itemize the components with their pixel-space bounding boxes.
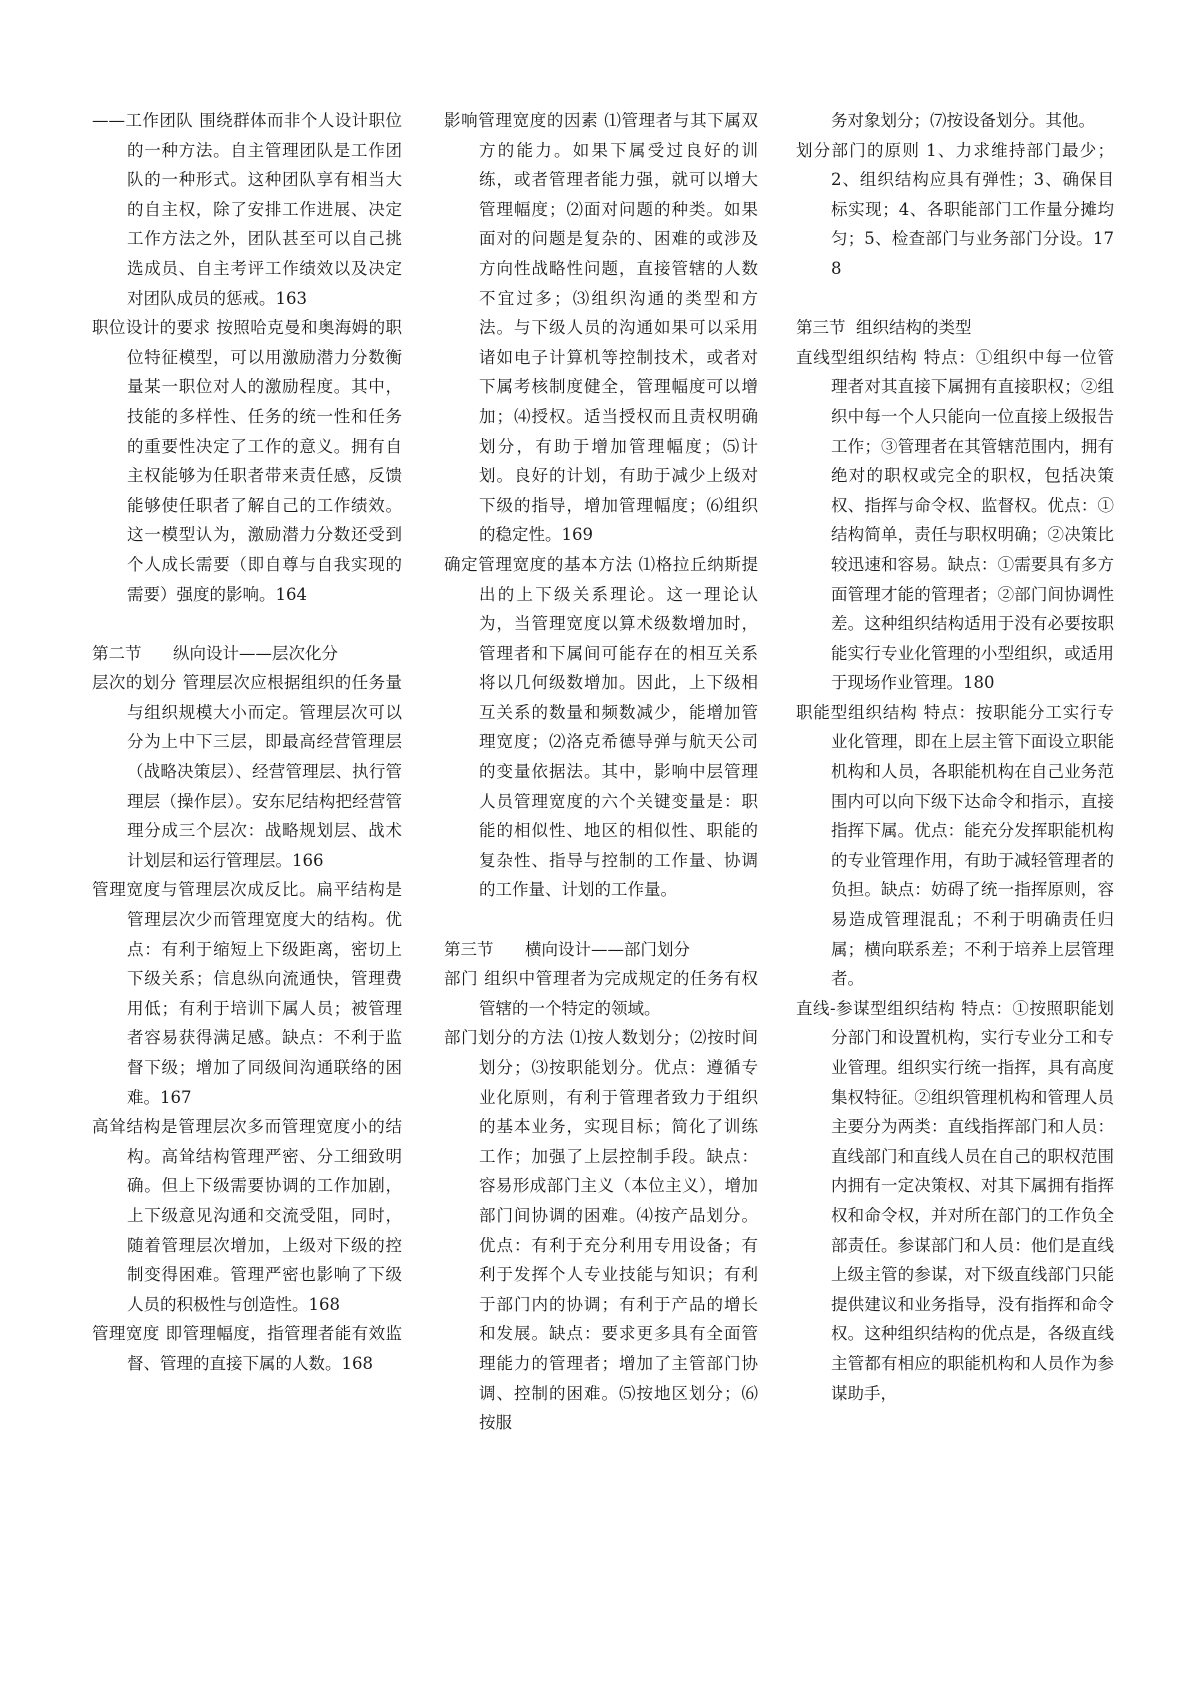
entry-term: 管理宽度 <box>92 1324 160 1344</box>
entry-definition: 特点：①按照职能划分部门和设置机构，实行专业分工和专业管理。组织实行统一指挥，具有高度集权特征。②组织管理机构和管理人员主要分为两类：直线指挥部门和人员：直线部门和直线人员在自己的职权范围内拥有一定决策权、对其下属拥有指挥权和命令权，并对所在部门的工作负全部责任。参谋部门和人员：他们是直线上级主管的参谋，对下级直线部门只能提供建议和业务指导，没有指挥和命令权。这种组织结构的优点是，各级直线主管都有相应的职能机构和人员作为参谋助手， <box>831 998 1114 1403</box>
entry-term: 直线型组织结构 <box>796 347 918 367</box>
glossary-entry <box>796 343 1114 698</box>
section-heading: 第三节 组织结构的类型 <box>796 318 972 338</box>
column-3 <box>796 106 1114 1408</box>
column-2 <box>444 106 758 1438</box>
entry-definition: ⑴按人数划分；⑵按时间划分；⑶按职能划分。优点：遵循专业化原则，有利于管理者致力于组织的基本业务，实现目标；简化了训练工作；加强了上层控制手段。缺点：容易形成部门主义（本位主义），增加部门间协调的困难。⑷按产品划分。优点：有利于充分利用专用设备；有利于发挥个人专业技能与知识；有利于部门内的协调；有利于产品的增长和发展。缺点：要求更多具有全面管理能力的管理者；增加了主管部门协调、控制的困难。⑸按地区划分；⑹按服 <box>479 1028 759 1433</box>
entry-definition: 即管理幅度，指管理者能有效监督、管理的直接下属的人数。168 <box>127 1324 403 1373</box>
entry-definition: 管理层次应根据组织的任务量与组织规模大小而定。管理层次可以分为上中下三层，即最高经营管理层（战略决策层）、经营管理层、执行管理层（操作层）。安东尼结构把经营管理分成三个层次：战略规划层、战术计划层和运行管理层。166 <box>127 673 403 870</box>
glossary-entry <box>796 698 1114 994</box>
paragraph-gap <box>444 905 758 935</box>
entry-term: 职能型组织结构 <box>796 702 918 722</box>
column-1 <box>92 106 402 1379</box>
entry-definition: 1、力求维持部门最少；2、组织结构应具有弹性；3、确保目标实现；4、各职能部门工作量分摊均匀；5、检查部门与业务部门分设。178 <box>831 140 1115 278</box>
entry-definition: 围绕群体而非个人设计职位的一种方法。自主管理团队是工作团队的一种形式。这种团队享有相当大的自主权，除了安排工作进展、决定工作方法之外，团队甚至可以自己挑选成员、自主考评工作绩效以及决定对团队成员的惩戒。163 <box>127 111 402 308</box>
glossary-entry <box>796 106 1114 136</box>
glossary-entry <box>796 994 1114 1408</box>
entry-definition: 务对象划分；⑺按设备划分。其他。 <box>831 111 1095 130</box>
entry-term: 部门 <box>444 969 479 989</box>
glossary-entry <box>92 668 402 875</box>
glossary-entry <box>92 875 402 1112</box>
entry-definition: 高耸结构是管理层次多而管理宽度小的结构。高耸结构管理严密、分工细致明确。但上下级需要协调的工作加剧，上下级意见沟通和交流受阻，同时，随着管理层次增加，上级对下级的控制变得困难。管理严密也影响了下级人员的积极性与创造性。168 <box>92 1117 402 1314</box>
section-heading: 第三节 横向设计——部门划分 <box>444 939 690 959</box>
section-heading: 第二节 纵向设计——层次化分 <box>92 643 338 663</box>
glossary-entry <box>444 1023 758 1437</box>
glossary-entry <box>796 136 1114 284</box>
entry-definition: 特点：①组织中每一位管理者对其直接下属拥有直接职权；②组织中每一个人只能向一位直接上级报告工作；③管理者在其管辖范围内，拥有绝对的职权或完全的职权，包括决策权、指挥与命令权、监督权。优点：①结构简单，责任与职权明确；②决策比较迅速和容易。缺点：①需要具有多方面管理才能的管理者；②部门间协调性差。这种组织结构适用于没有必要按职能实行专业化管理的小型组织，或适用于现场作业管理。180 <box>831 347 1115 693</box>
glossary-entry <box>92 106 402 313</box>
entry-definition: 特点：按职能分工实行专业化管理，即在上层主管下面设立职能机构和人员，各职能机构在自己业务范围内可以向下级下达命令和指示，直接指挥下属。优点：能充分发挥职能机构的专业管理作用，有助于减轻管理者的负担。缺点：妨碍了统一指挥原则，容易造成管理混乱；不利于明确责任归属；横向联系差；不利于培养上层管理者。 <box>831 702 1115 989</box>
entry-definition: 组织中管理者为完成规定的任务有权管辖的一个特定的领域。 <box>479 969 759 1018</box>
glossary-entry <box>92 1319 402 1378</box>
entry-term: 直线-参谋型组织结构 <box>796 998 956 1018</box>
entry-term: 部门划分的方法 <box>444 1028 565 1048</box>
glossary-entry <box>444 964 758 1023</box>
entry-term: 划分部门的原则 <box>796 140 921 160</box>
glossary-entry <box>92 1112 402 1319</box>
entry-term: 确定管理宽度的基本方法 <box>444 554 633 574</box>
entry-term: 层次的划分 <box>92 673 177 693</box>
entry-definition: ⑴管理者与其下属双方的能力。如果下属受过良好的训练，或者管理者能力强，就可以增大管理幅度；⑵面对问题的种类。如果面对的问题是复杂的、困难的或涉及方向性战略性问题，直接管辖的人数不宜过多；⑶组织沟通的类型和方法。与下级人员的沟通如果可以采用诸如电子计算机等控制技术，或者对下属考核制度健全，管理幅度可以增加；⑷授权。适当授权而且责权明确划分，有助于增加管理幅度；⑸计划。良好的计划，有助于减少上级对下级的指导，增加管理幅度；⑹组织的稳定性。169 <box>479 111 759 545</box>
glossary-entry <box>92 313 402 609</box>
glossary-entry <box>444 106 758 550</box>
entry-definition: 管理宽度与管理层次成反比。扁平结构是管理层次少而管理宽度大的结构。优点：有利于缩短上下级距离，密切上下级关系；信息纵向流通快，管理费用低；有利于培训下属人员；被管理者容易获得满足感。缺点：不利于监督下级；增加了同级间沟通联络的困难。167 <box>92 880 402 1107</box>
entry-definition: ⑴格拉丘纳斯提出的上下级关系理论。这一理论认为，当管理宽度以算术级数增加时，管理者和下属间可能存在的相互关系将以几何级数增加。因此，上下级相互关系的数量和频数减少，能增加管理宽度；⑵洛克希德导弹与航天公司的变量依据法。其中，影响中层管理人员管理宽度的六个关键变量是：职能的相似性、地区的相似性、职能的复杂性、指导与控制的工作量、协调的工作量、计划的工作量。 <box>479 554 759 900</box>
glossary-entry <box>444 550 758 905</box>
entry-term: 职位设计的要求 <box>92 318 211 338</box>
entry-term: 影响管理宽度的因素 <box>444 111 599 130</box>
entry-term: ——工作团队 <box>92 111 194 130</box>
paragraph-gap <box>796 284 1114 314</box>
paragraph-gap <box>92 609 402 639</box>
entry-definition: 按照哈克曼和奥海姆的职位特征模型，可以用激励潜力分数衡量某一职位对人的激励程度。其中，技能的多样性、任务的统一性和任务的重要性决定了工作的意义。拥有自主权能够为任职者带来责任感，反馈能够使任职者了解自己的工作绩效。这一模型认为，激励潜力分数还受到个人成长需要（即自尊与自我实现的需要）强度的影响。164 <box>127 318 403 604</box>
